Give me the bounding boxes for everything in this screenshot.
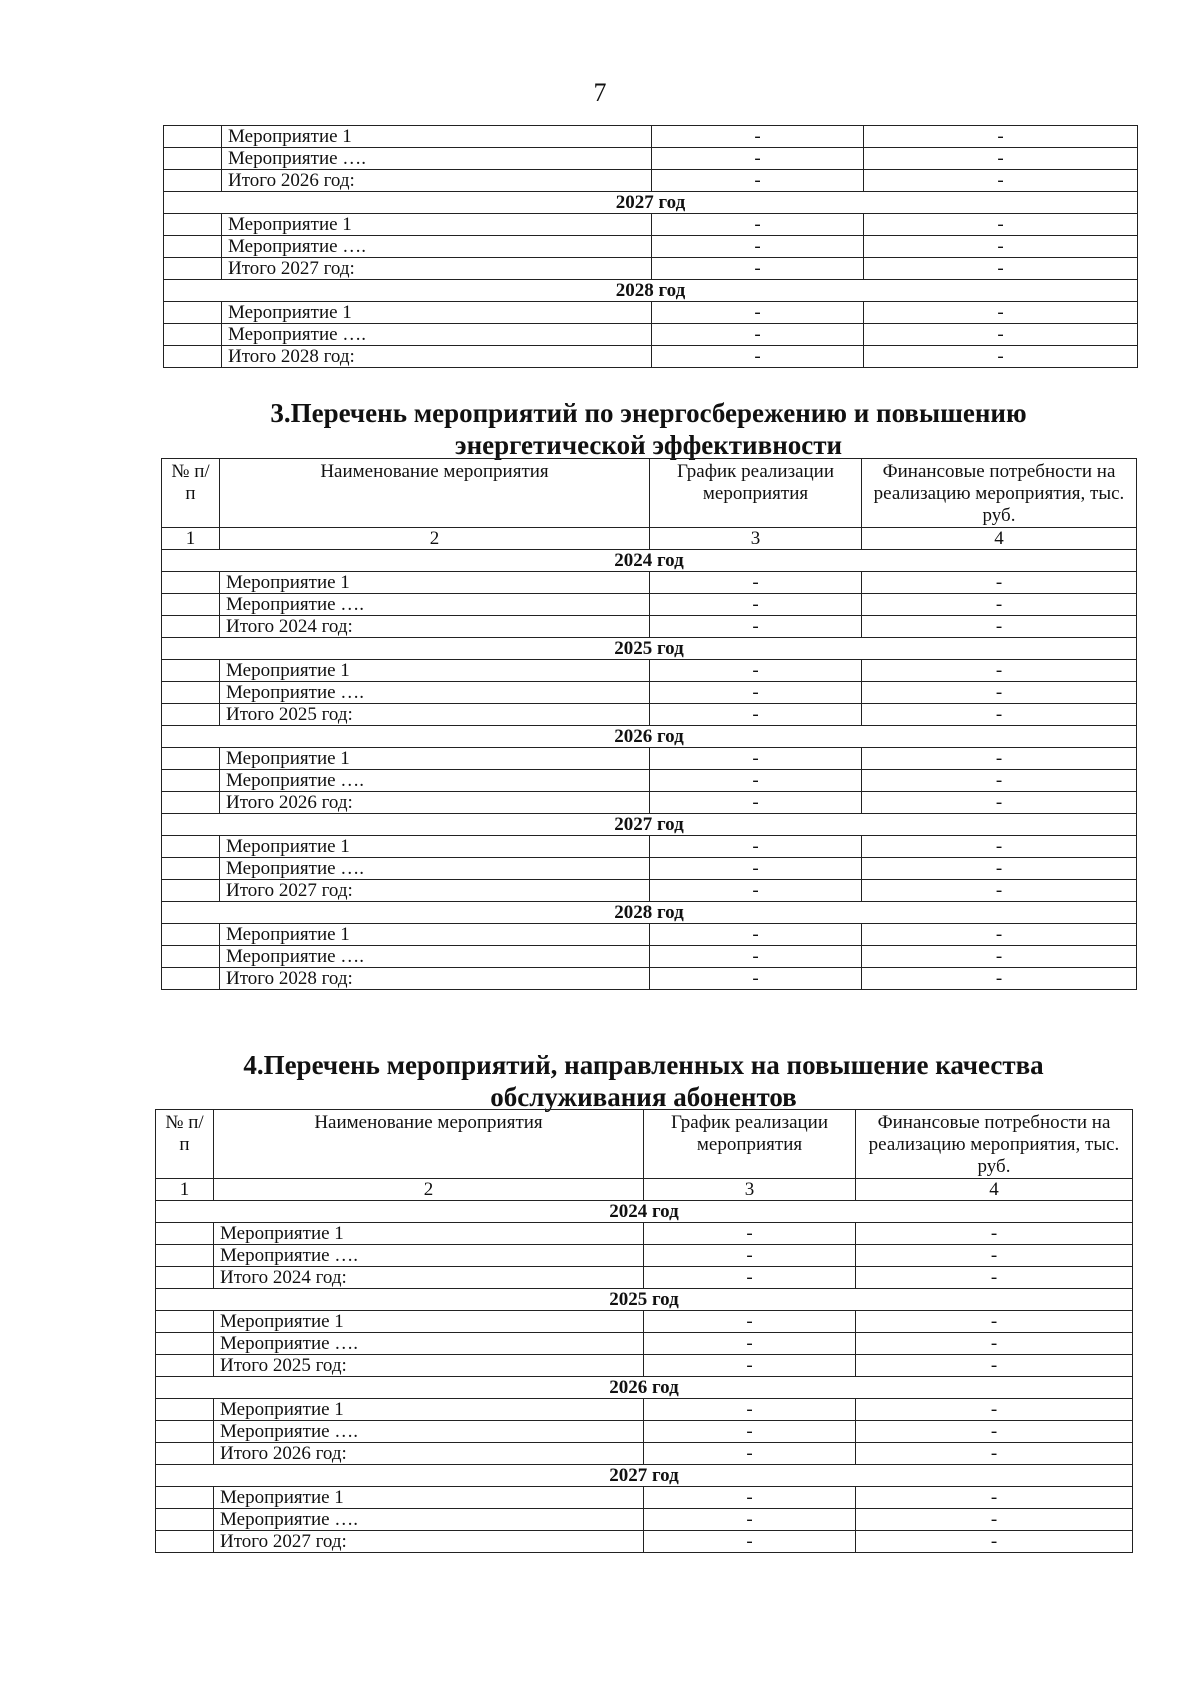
activity-schedule: - xyxy=(650,594,862,616)
table-row xyxy=(156,1443,1133,1465)
activity-finance: - xyxy=(862,770,1137,792)
column-index: 4 xyxy=(862,528,1137,550)
activity-name: Итого 2026 год: xyxy=(214,1443,644,1465)
row-number xyxy=(164,126,222,148)
activity-name: Мероприятие …. xyxy=(214,1333,644,1355)
activity-name: Мероприятие 1 xyxy=(220,924,650,946)
row-number xyxy=(156,1443,214,1465)
year-row xyxy=(162,726,1137,748)
table-row xyxy=(162,946,1137,968)
table-row xyxy=(162,836,1137,858)
activity-name: Итого 2025 год: xyxy=(220,704,650,726)
table-row xyxy=(164,302,1138,324)
table-row xyxy=(162,748,1137,770)
table-row xyxy=(164,324,1138,346)
header-name: Наименование мероприятия xyxy=(214,1110,644,1179)
activity-name: Мероприятие 1 xyxy=(214,1399,644,1421)
table-row xyxy=(162,880,1137,902)
activity-finance: - xyxy=(862,748,1137,770)
activity-name: Мероприятие 1 xyxy=(214,1223,644,1245)
column-index: 4 xyxy=(856,1179,1133,1201)
activity-schedule: - xyxy=(652,170,864,192)
activity-name: Мероприятие 1 xyxy=(220,572,650,594)
row-number xyxy=(162,770,220,792)
activity-schedule: - xyxy=(652,214,864,236)
table-row xyxy=(164,214,1138,236)
activity-name: Мероприятие 1 xyxy=(222,126,652,148)
activity-finance: - xyxy=(862,704,1137,726)
column-index: 2 xyxy=(214,1179,644,1201)
activity-schedule: - xyxy=(650,770,862,792)
table-row xyxy=(162,770,1137,792)
section-title xyxy=(135,1049,1152,1113)
activity-schedule: - xyxy=(650,704,862,726)
year-row xyxy=(156,1201,1133,1223)
activity-finance: - xyxy=(856,1333,1133,1355)
header-num: № п/п xyxy=(162,459,220,528)
year-row xyxy=(162,550,1137,572)
column-index: 2 xyxy=(220,528,650,550)
table-row xyxy=(162,792,1137,814)
activity-name: Итого 2026 год: xyxy=(222,170,652,192)
activity-finance: - xyxy=(864,126,1138,148)
table-row xyxy=(164,346,1138,368)
row-number xyxy=(156,1333,214,1355)
activity-name: Итого 2027 год: xyxy=(214,1531,644,1553)
table-row xyxy=(156,1223,1133,1245)
column-index: 1 xyxy=(156,1179,214,1201)
table-row xyxy=(164,258,1138,280)
row-number xyxy=(156,1509,214,1531)
row-number xyxy=(162,704,220,726)
activity-schedule: - xyxy=(650,968,862,990)
row-number xyxy=(164,214,222,236)
activity-schedule: - xyxy=(652,126,864,148)
activity-name: Итого 2025 год: xyxy=(214,1355,644,1377)
activity-finance: - xyxy=(864,258,1138,280)
activity-schedule: - xyxy=(652,324,864,346)
row-number xyxy=(156,1487,214,1509)
activity-name: Итого 2026 год: xyxy=(220,792,650,814)
table-row xyxy=(162,660,1137,682)
activity-name: Мероприятие 1 xyxy=(222,302,652,324)
activity-name: Мероприятие 1 xyxy=(214,1487,644,1509)
row-number xyxy=(162,660,220,682)
table-row xyxy=(156,1531,1133,1553)
year-heading: 2027 год xyxy=(156,1465,1133,1487)
year-heading: 2026 год xyxy=(156,1377,1133,1399)
table-row xyxy=(156,1509,1133,1531)
activity-finance: - xyxy=(862,880,1137,902)
activity-name: Мероприятие …. xyxy=(222,324,652,346)
activity-name: Мероприятие …. xyxy=(214,1421,644,1443)
year-row xyxy=(156,1289,1133,1311)
activity-finance: - xyxy=(864,236,1138,258)
year-heading: 2027 год xyxy=(162,814,1137,836)
activity-finance: - xyxy=(864,214,1138,236)
year-row xyxy=(164,192,1138,214)
row-number xyxy=(162,880,220,902)
activity-schedule: - xyxy=(650,748,862,770)
activity-finance: - xyxy=(856,1399,1133,1421)
row-number xyxy=(162,616,220,638)
activity-name: Итого 2027 год: xyxy=(222,258,652,280)
activity-schedule: - xyxy=(644,1355,856,1377)
row-number xyxy=(164,170,222,192)
activities-table xyxy=(155,1109,1133,1553)
activity-name: Итого 2024 год: xyxy=(214,1267,644,1289)
activity-name: Мероприятие …. xyxy=(222,236,652,258)
page-number: 7 xyxy=(593,78,607,107)
activity-finance: - xyxy=(862,660,1137,682)
year-row xyxy=(162,638,1137,660)
table-row xyxy=(156,1245,1133,1267)
table-row xyxy=(156,1311,1133,1333)
activity-name: Мероприятие 1 xyxy=(220,660,650,682)
section-title xyxy=(141,397,1156,461)
row-number xyxy=(162,836,220,858)
activity-schedule: - xyxy=(644,1311,856,1333)
section-title-line: обслуживания абонентов xyxy=(490,1082,797,1112)
year-row xyxy=(162,814,1137,836)
row-number xyxy=(164,258,222,280)
activity-schedule: - xyxy=(644,1531,856,1553)
activity-schedule: - xyxy=(650,836,862,858)
activity-finance: - xyxy=(862,924,1137,946)
row-number xyxy=(164,324,222,346)
activity-schedule: - xyxy=(644,1245,856,1267)
header-num: № п/п xyxy=(156,1110,214,1179)
row-number xyxy=(162,682,220,704)
activity-finance: - xyxy=(856,1311,1133,1333)
activity-schedule: - xyxy=(650,880,862,902)
activity-finance: - xyxy=(862,572,1137,594)
year-row xyxy=(156,1465,1133,1487)
section-title-line: 3.Перечень мероприятий по энергосбережению и повышению xyxy=(270,398,1027,428)
activity-schedule: - xyxy=(652,346,864,368)
row-number xyxy=(162,924,220,946)
row-number xyxy=(162,858,220,880)
activities-table xyxy=(161,458,1137,990)
year-heading: 2025 год xyxy=(162,638,1137,660)
activity-finance: - xyxy=(864,302,1138,324)
row-number xyxy=(162,572,220,594)
activity-name: Мероприятие …. xyxy=(222,148,652,170)
activity-schedule: - xyxy=(650,682,862,704)
activity-finance: - xyxy=(864,170,1138,192)
table-row xyxy=(162,682,1137,704)
header-row xyxy=(162,459,1137,528)
activity-schedule: - xyxy=(644,1509,856,1531)
section-title-line: энергетической эффективности xyxy=(454,430,843,460)
activity-finance: - xyxy=(862,616,1137,638)
header-finance: Финансовые потребности на реализацию мероприятия, тыс. руб. xyxy=(856,1110,1133,1179)
year-heading: 2027 год xyxy=(164,192,1138,214)
activity-name: Мероприятие 1 xyxy=(214,1311,644,1333)
activity-finance: - xyxy=(862,836,1137,858)
table-row xyxy=(164,170,1138,192)
activity-finance: - xyxy=(856,1355,1133,1377)
table-row xyxy=(156,1355,1133,1377)
table-row xyxy=(156,1421,1133,1443)
activity-finance: - xyxy=(856,1267,1133,1289)
activity-name: Мероприятие …. xyxy=(220,770,650,792)
year-heading: 2028 год xyxy=(162,902,1137,924)
activity-schedule: - xyxy=(650,616,862,638)
row-number xyxy=(156,1267,214,1289)
activity-name: Мероприятие …. xyxy=(214,1509,644,1531)
activity-schedule: - xyxy=(650,946,862,968)
year-row xyxy=(162,902,1137,924)
activity-finance: - xyxy=(856,1223,1133,1245)
activity-finance: - xyxy=(862,946,1137,968)
row-number xyxy=(164,236,222,258)
row-number xyxy=(164,302,222,324)
row-number xyxy=(156,1223,214,1245)
year-heading: 2028 год xyxy=(164,280,1138,302)
activity-finance: - xyxy=(862,968,1137,990)
table-row xyxy=(164,126,1138,148)
table-row xyxy=(164,236,1138,258)
activity-name: Мероприятие 1 xyxy=(220,836,650,858)
activities-table xyxy=(163,125,1138,368)
activity-finance: - xyxy=(864,148,1138,170)
activity-finance: - xyxy=(864,346,1138,368)
activity-finance: - xyxy=(862,594,1137,616)
activity-schedule: - xyxy=(644,1223,856,1245)
table-row xyxy=(156,1399,1133,1421)
activity-name: Итого 2024 год: xyxy=(220,616,650,638)
table-row xyxy=(162,572,1137,594)
row-number xyxy=(162,594,220,616)
activity-schedule: - xyxy=(644,1443,856,1465)
activity-schedule: - xyxy=(652,148,864,170)
table-row xyxy=(156,1267,1133,1289)
activity-name: Мероприятие …. xyxy=(220,858,650,880)
activity-finance: - xyxy=(862,792,1137,814)
activity-schedule: - xyxy=(644,1267,856,1289)
row-number xyxy=(164,148,222,170)
activity-name: Мероприятие …. xyxy=(214,1245,644,1267)
row-number xyxy=(156,1531,214,1553)
activity-finance: - xyxy=(856,1509,1133,1531)
activity-schedule: - xyxy=(644,1333,856,1355)
table-row xyxy=(162,704,1137,726)
table-row xyxy=(162,616,1137,638)
row-number xyxy=(156,1399,214,1421)
activity-schedule: - xyxy=(652,302,864,324)
activity-name: Мероприятие 1 xyxy=(222,214,652,236)
row-number xyxy=(156,1311,214,1333)
year-row xyxy=(156,1377,1133,1399)
row-number xyxy=(156,1355,214,1377)
activity-finance: - xyxy=(864,324,1138,346)
activity-name: Итого 2028 год: xyxy=(222,346,652,368)
table-row xyxy=(164,148,1138,170)
header-schedule: График реализации мероприятия xyxy=(644,1110,856,1179)
row-number xyxy=(162,946,220,968)
year-heading: 2026 год xyxy=(162,726,1137,748)
activity-schedule: - xyxy=(650,792,862,814)
row-number xyxy=(162,968,220,990)
activity-schedule: - xyxy=(644,1399,856,1421)
column-index: 3 xyxy=(644,1179,856,1201)
activity-name: Мероприятие …. xyxy=(220,594,650,616)
table-row xyxy=(156,1487,1133,1509)
header-schedule: График реализации мероприятия xyxy=(650,459,862,528)
activity-finance: - xyxy=(856,1487,1133,1509)
activity-name: Мероприятие …. xyxy=(220,946,650,968)
activity-schedule: - xyxy=(650,572,862,594)
activity-schedule: - xyxy=(652,236,864,258)
table-row xyxy=(162,924,1137,946)
activity-finance: - xyxy=(862,682,1137,704)
activity-finance: - xyxy=(856,1421,1133,1443)
activity-finance: - xyxy=(856,1443,1133,1465)
activity-schedule: - xyxy=(650,858,862,880)
column-index: 3 xyxy=(650,528,862,550)
table-row xyxy=(162,594,1137,616)
activity-name: Итого 2028 год: xyxy=(220,968,650,990)
section-title-line: 4.Перечень мероприятий, направленных на повышение качества xyxy=(243,1050,1044,1080)
activity-name: Мероприятие …. xyxy=(220,682,650,704)
column-index-row xyxy=(156,1179,1133,1201)
row-number xyxy=(164,346,222,368)
column-index-row xyxy=(162,528,1137,550)
activity-schedule: - xyxy=(650,924,862,946)
activity-name: Итого 2027 год: xyxy=(220,880,650,902)
row-number xyxy=(156,1245,214,1267)
activity-finance: - xyxy=(856,1245,1133,1267)
year-row xyxy=(164,280,1138,302)
column-index: 1 xyxy=(162,528,220,550)
year-heading: 2024 год xyxy=(162,550,1137,572)
activity-name: Мероприятие 1 xyxy=(220,748,650,770)
activity-schedule: - xyxy=(644,1487,856,1509)
header-finance: Финансовые потребности на реализацию мероприятия, тыс. руб. xyxy=(862,459,1137,528)
row-number xyxy=(156,1421,214,1443)
year-heading: 2025 год xyxy=(156,1289,1133,1311)
table-row xyxy=(162,968,1137,990)
year-heading: 2024 год xyxy=(156,1201,1133,1223)
header-row xyxy=(156,1110,1133,1179)
table-row xyxy=(162,858,1137,880)
row-number xyxy=(162,792,220,814)
activity-schedule: - xyxy=(652,258,864,280)
header-name: Наименование мероприятия xyxy=(220,459,650,528)
activity-schedule: - xyxy=(644,1421,856,1443)
activity-finance: - xyxy=(856,1531,1133,1553)
row-number xyxy=(162,748,220,770)
activity-schedule: - xyxy=(650,660,862,682)
activity-finance: - xyxy=(862,858,1137,880)
table-row xyxy=(156,1333,1133,1355)
